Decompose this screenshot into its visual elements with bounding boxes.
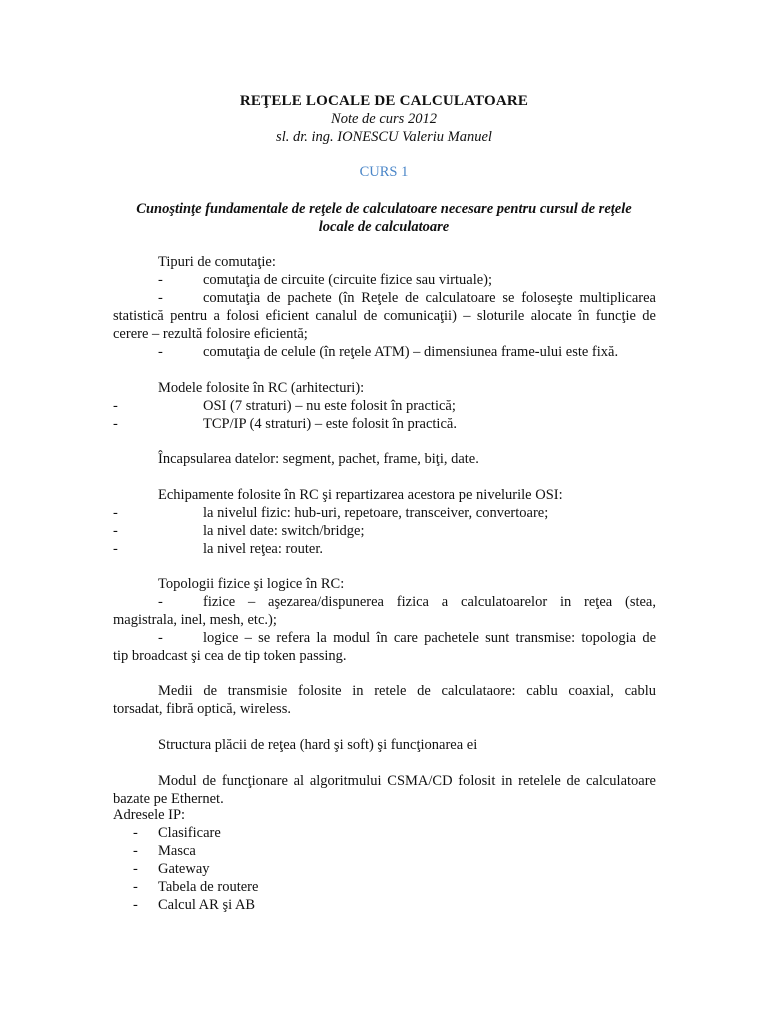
- list-dash: -: [133, 825, 138, 841]
- list-dash: -: [158, 344, 163, 360]
- adrese-item-clasificare: Clasificare: [158, 825, 221, 841]
- echipamente-intro: Echipamente folosite în RC şi repartizarea acestora pe nivelurile OSI:: [158, 487, 563, 503]
- list-dash: -: [113, 523, 118, 539]
- topologii-fizice-line1: fizice – aşezarea/dispunerea fizica a calculatoarelor in reţea (stea,: [203, 594, 656, 610]
- comutatie-item-pachete: comutaţia de pachete (în Reţele de calculatoare se foloseşte multiplicarea: [203, 290, 656, 306]
- modele-intro: Modele folosite în RC (arhitecturi):: [158, 380, 365, 396]
- topologii-intro: Topologii fizice şi logice în RC:: [158, 576, 345, 592]
- echipamente-item-retea: la nivel reţea: router.: [203, 541, 323, 557]
- list-dash: -: [113, 541, 118, 557]
- adrese-item-masca: Masca: [158, 843, 196, 859]
- medii-line1: Medii de transmisie folosite in retele de calculataore: cablu coaxial, cablu: [158, 683, 656, 699]
- comutatie-pachete-cont1: statistică pentru a folosi eficient canalul de comunicaţii) – sloturile alocate în funcţie de: [113, 308, 656, 324]
- list-dash: -: [158, 630, 163, 646]
- list-dash: -: [133, 861, 138, 877]
- list-dash: -: [158, 594, 163, 610]
- structura-text: Structura plăcii de reţea (hard şi soft) şi funcţionarea ei: [158, 737, 478, 753]
- list-dash: -: [158, 290, 163, 306]
- list-dash: -: [113, 505, 118, 521]
- comutatie-intro: Tipuri de comutaţie:: [158, 254, 276, 270]
- topologii-fizice-line2: magistrala, inel, mesh, etc.);: [113, 612, 277, 628]
- comutatie-pachete-cont2: cerere – rezultă folosire eficientă;: [113, 326, 308, 342]
- list-dash: -: [133, 879, 138, 895]
- adrese-item-gateway: Gateway: [158, 861, 210, 877]
- list-dash: -: [113, 398, 118, 414]
- section-heading-line2: locale de calculatoare: [318, 219, 450, 235]
- list-dash: -: [158, 272, 163, 288]
- adrese-item-tabela: Tabela de routere: [158, 879, 259, 895]
- csma-line1: Modul de funcţionare al algoritmului CSMA/CD folosit in retelele de calculatoare: [158, 773, 656, 789]
- list-dash: -: [133, 843, 138, 859]
- comutatie-item-circuite: comutaţia de circuite (circuite fizice sau virtuale);: [203, 272, 493, 288]
- incapsulare-text: Încapsularea datelor: segment, pachet, frame, biţi, date.: [158, 451, 479, 467]
- csma-line2: bazate pe Ethernet.: [113, 791, 224, 807]
- document-subtitle: Note de curs 2012: [331, 111, 437, 127]
- comutatie-item-celule: comutaţia de celule (în reţele ATM) – dimensiunea frame-ului este fixă.: [203, 344, 619, 360]
- topologii-logice-line1: logice – se refera la modul în care pachetele sunt transmise: topologia de: [203, 630, 656, 646]
- list-dash: -: [133, 897, 138, 913]
- adrese-item-calcul: Calcul AR şi AB: [158, 897, 256, 913]
- document-title: REŢELE LOCALE DE CALCULATOARE: [239, 93, 529, 109]
- echipamente-item-fizic: la nivelul fizic: hub-uri, repetoare, transceiver, convertoare;: [203, 505, 549, 521]
- modele-item-osi: OSI (7 straturi) – nu este folosit în practică;: [203, 398, 456, 414]
- course-label: CURS 1: [359, 164, 409, 180]
- document-author: sl. dr. ing. IONESCU Valeriu Manuel: [276, 129, 492, 145]
- list-dash: -: [113, 416, 118, 432]
- echipamente-item-date: la nivel date: switch/bridge;: [203, 523, 365, 539]
- section-heading-line1: Cunoştinţe fundamentale de reţele de calculatoare necesare pentru cursul de reţele: [136, 201, 632, 217]
- adrese-intro: Adresele IP:: [113, 807, 186, 823]
- topologii-logice-line2: tip broadcast şi cea de tip token passing.: [113, 648, 347, 664]
- modele-item-tcpip: TCP/IP (4 straturi) – este folosit în practică.: [203, 416, 457, 432]
- medii-line2: torsadat, fibră optică, wireless.: [113, 701, 291, 717]
